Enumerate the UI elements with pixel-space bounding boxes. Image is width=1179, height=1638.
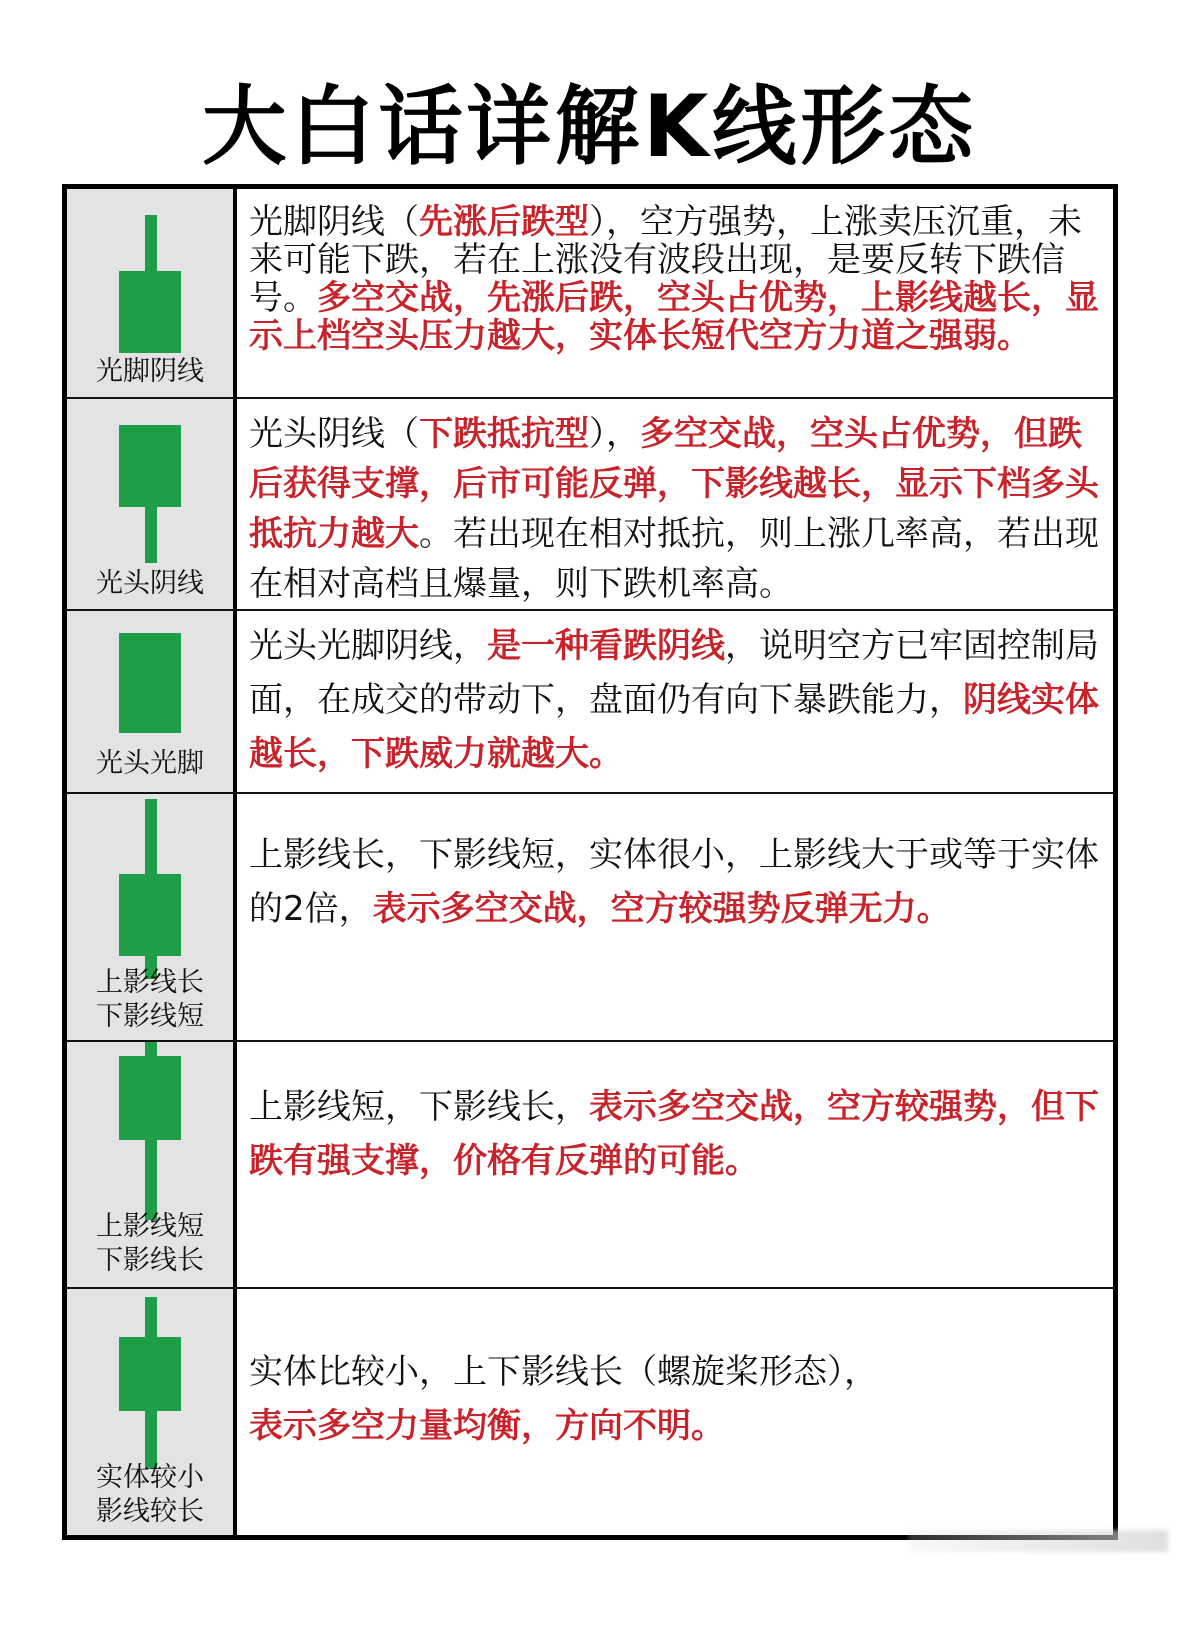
candle-label: 光头光脚 bbox=[96, 748, 204, 779]
candle-label: 光脚阴线 bbox=[96, 356, 204, 387]
candle-cell bbox=[67, 1042, 237, 1287]
description-text: 实体比较小，上下影线长（螺旋桨形态）， 表示多空力量均衡，方向不明。 bbox=[249, 1352, 878, 1446]
description-text: 光脚阴线（先涨后跌型），空方强势，上涨卖压沉重，未来可能下跌，若在上涨没有波段出现，是要反转下跌信号。多空交战，先涨后跌，空头占优势，上影线越长，显示上档空头压力越大，实体长短代空方力道之强弱。 bbox=[249, 202, 1099, 356]
description-cell bbox=[237, 1289, 1113, 1535]
description-cell bbox=[237, 794, 1113, 1040]
description-text: 上影线长，下影线短，实体很小，上影线大于或等于实体的2倍，表示多空交战，空方较强势反弹无力。 bbox=[249, 835, 1099, 929]
watermark bbox=[908, 1530, 1168, 1552]
candle-label: 实体较小 bbox=[96, 1462, 204, 1493]
candle-cell bbox=[67, 189, 237, 397]
candle-label: 上影线短 bbox=[96, 1211, 204, 1242]
candle-label: 上影线长 bbox=[96, 967, 204, 998]
candle-cell bbox=[67, 794, 237, 1040]
description-text: 光头阴线（下跌抵抗型），多空交战，空头占优势，但跌后获得支撑，后市可能反弹，下影线越长，显示下档多头抵抗力越大。若出现在相对抵抗，则上涨几率高，若出现在相对高档且爆量，则下跌机率高。 bbox=[249, 414, 1099, 604]
page-title: 大白话详解K线形态 bbox=[202, 77, 977, 177]
description-cell bbox=[237, 1042, 1113, 1287]
description-text: 上影线短，下影线长，表示多空交战，空方较强势，但下跌有强支撑，价格有反弹的可能。 bbox=[249, 1087, 1099, 1181]
candle-label: 光头阴线 bbox=[96, 568, 204, 599]
table-row bbox=[67, 611, 1113, 794]
description-cell bbox=[237, 189, 1113, 397]
table-row bbox=[67, 1289, 1113, 1535]
table-row bbox=[67, 399, 1113, 611]
table-row bbox=[67, 189, 1113, 399]
candle-cell bbox=[67, 1289, 237, 1535]
candlestick-table bbox=[62, 184, 1118, 1540]
candle-label: 下影线短 bbox=[96, 1001, 204, 1032]
description-cell bbox=[237, 611, 1113, 792]
candle-cell bbox=[67, 611, 237, 792]
description-cell bbox=[237, 399, 1113, 609]
candle-cell bbox=[67, 399, 237, 609]
table-row bbox=[67, 1042, 1113, 1289]
description-text: 光头光脚阴线，是一种看跌阴线，说明空方已牢固控制局面，在成交的带动下，盘面仍有向下暴跌能力，阴线实体越长，下跌威力就越大。 bbox=[249, 626, 1099, 774]
candle-label: 影线较长 bbox=[96, 1496, 204, 1527]
candle-label: 下影线长 bbox=[96, 1245, 204, 1276]
table-row bbox=[67, 794, 1113, 1042]
